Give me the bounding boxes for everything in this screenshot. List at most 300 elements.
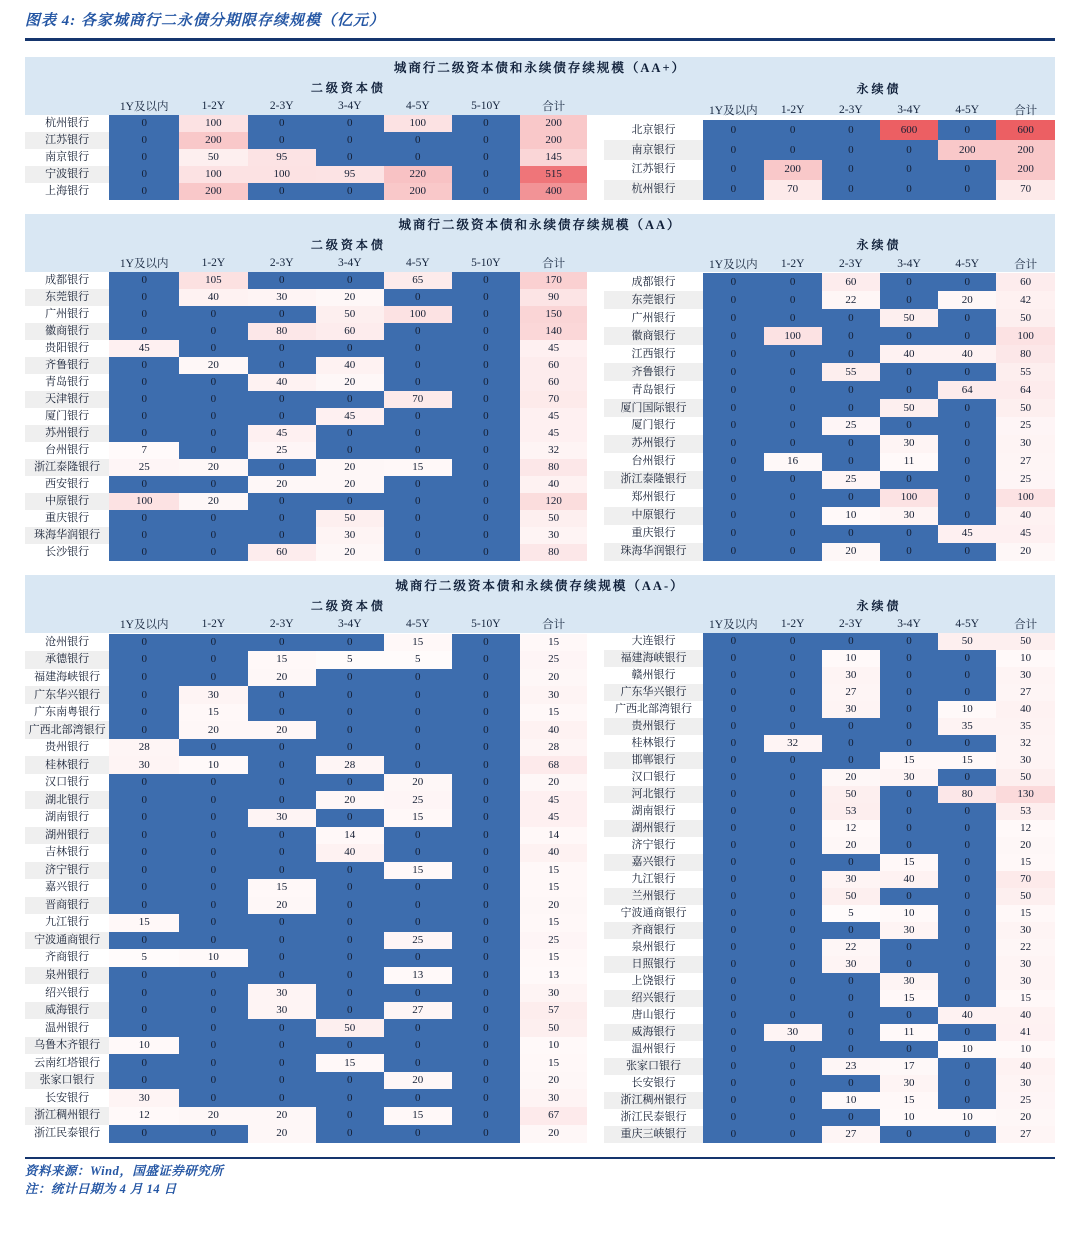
value-cell: 0: [764, 1109, 822, 1126]
value-cell: 15: [520, 879, 588, 897]
corner-cell: [604, 597, 703, 615]
value-cell: 0: [703, 650, 763, 667]
bank-name: 广东南粤银行: [25, 704, 109, 722]
value-cell: 45: [520, 408, 588, 425]
value-cell: 0: [764, 381, 822, 399]
bank-row: [25, 115, 587, 132]
value-cell: 20: [520, 669, 588, 687]
value-cell: 0: [179, 879, 248, 897]
value-cell: 30: [822, 667, 880, 684]
bank-name: 福建海峡银行: [604, 650, 703, 667]
value-cell: 0: [316, 879, 384, 897]
bank-row: [25, 914, 587, 932]
value-cell: 0: [764, 956, 822, 973]
bank-row: [25, 1072, 587, 1090]
value-cell: 0: [248, 774, 316, 792]
value-cell: 0: [179, 1054, 248, 1072]
bank-row: [604, 820, 1055, 837]
value-cell: 0: [452, 115, 520, 132]
bank-name: 广东华兴银行: [604, 684, 703, 701]
column-header: 合计: [1014, 258, 1038, 271]
value-cell: 0: [938, 973, 996, 990]
bank-name: 温州银行: [604, 1041, 703, 1058]
value-cell: 20: [179, 493, 248, 510]
value-cell: 45: [248, 425, 316, 442]
value-cell: 0: [938, 507, 996, 525]
value-cell: 50: [996, 399, 1055, 417]
column-header: 3-4Y: [897, 103, 921, 116]
value-cell: 0: [764, 1092, 822, 1109]
value-cell: 0: [384, 1019, 452, 1037]
bank-row: [604, 769, 1055, 786]
value-cell: 0: [703, 752, 763, 769]
value-cell: 30: [179, 686, 248, 704]
value-cell: 0: [703, 973, 763, 990]
value-cell: 0: [248, 844, 316, 862]
value-cell: 10: [179, 949, 248, 967]
bank-row: [25, 651, 587, 669]
value-cell: 0: [880, 701, 938, 718]
value-cell: 20: [520, 897, 588, 915]
bank-row: [25, 132, 587, 149]
value-cell: 64: [996, 381, 1055, 399]
value-cell: 0: [764, 1075, 822, 1092]
value-cell: 25: [822, 471, 880, 489]
value-cell: 200: [179, 183, 248, 200]
footer-rule: [25, 1157, 1055, 1159]
value-cell: 30: [996, 752, 1055, 769]
bank-name: 上饶银行: [604, 973, 703, 990]
value-cell: 0: [109, 132, 179, 149]
bank-row: [25, 340, 587, 357]
bank-row: [25, 166, 587, 183]
bank-row: [604, 525, 1055, 543]
bank-row: [25, 510, 587, 527]
value-cell: 0: [764, 399, 822, 417]
value-cell: 0: [452, 1072, 520, 1090]
value-cell: 0: [109, 651, 179, 669]
value-cell: 0: [938, 684, 996, 701]
value-cell: 0: [703, 667, 763, 684]
value-cell: 0: [452, 704, 520, 722]
value-cell: 0: [109, 774, 179, 792]
value-cell: 0: [452, 527, 520, 544]
bank-name: 台州银行: [25, 442, 109, 459]
bank-row: [25, 897, 587, 915]
bank-name: 青岛银行: [25, 374, 109, 391]
value-cell: 0: [703, 803, 763, 820]
bank-name: 徽商银行: [604, 327, 703, 345]
bank-row: [604, 453, 1055, 471]
bank-name: 湖州银行: [604, 820, 703, 837]
value-cell: 5: [822, 905, 880, 922]
value-cell: 0: [764, 525, 822, 543]
value-cell: 0: [248, 704, 316, 722]
value-cell: 45: [109, 340, 179, 357]
value-cell: 20: [938, 291, 996, 309]
value-cell: 40: [996, 1058, 1055, 1075]
value-cell: 0: [703, 888, 763, 905]
bank-name: 厦门银行: [25, 408, 109, 425]
value-cell: 0: [316, 984, 384, 1002]
value-cell: 0: [109, 289, 179, 306]
value-cell: 95: [316, 166, 384, 183]
bank-row: [604, 543, 1055, 561]
value-cell: 15: [520, 704, 588, 722]
value-cell: 0: [384, 476, 452, 493]
value-cell: 0: [703, 345, 763, 363]
value-cell: 30: [822, 701, 880, 718]
value-cell: 0: [179, 739, 248, 757]
bank-name: 唐山银行: [604, 1007, 703, 1024]
value-cell: 0: [109, 897, 179, 915]
value-cell: 30: [520, 686, 588, 704]
value-cell: 0: [938, 471, 996, 489]
bank-row: [604, 1024, 1055, 1041]
value-cell: 0: [880, 160, 938, 180]
bank-name: 郑州银行: [604, 489, 703, 507]
value-cell: 200: [179, 132, 248, 149]
value-cell: 30: [880, 1075, 938, 1092]
value-cell: 0: [764, 1041, 822, 1058]
column-header: 4-5Y: [955, 617, 980, 630]
value-cell: 0: [179, 827, 248, 845]
column-header: 2-3Y: [839, 103, 863, 116]
column-header: 3-4Y: [897, 257, 921, 270]
value-cell: 0: [452, 132, 520, 149]
value-cell: 0: [452, 149, 520, 166]
value-cell: 0: [764, 752, 822, 769]
value-cell: 0: [822, 180, 880, 200]
value-cell: 0: [822, 718, 880, 735]
value-cell: 30: [109, 1089, 179, 1107]
value-cell: 50: [996, 769, 1055, 786]
rating-section: [25, 57, 1055, 200]
bond-type-caption: 二级资本债: [310, 599, 386, 614]
value-cell: 60: [822, 273, 880, 291]
bank-row: [25, 408, 587, 425]
value-cell: 140: [520, 323, 588, 340]
value-cell: 20: [179, 357, 248, 374]
bank-row: [604, 871, 1055, 888]
value-cell: 0: [452, 442, 520, 459]
value-cell: 0: [452, 651, 520, 669]
bank-row: [604, 273, 1055, 291]
bank-name: 承德银行: [25, 651, 109, 669]
value-cell: 0: [248, 932, 316, 950]
value-cell: 15: [520, 914, 588, 932]
value-cell: 15: [384, 862, 452, 880]
value-cell: 0: [452, 357, 520, 374]
value-cell: 0: [248, 132, 316, 149]
value-cell: 0: [703, 820, 763, 837]
value-cell: 0: [703, 956, 763, 973]
column-header: 1Y及以内: [119, 619, 169, 632]
value-cell: 0: [179, 408, 248, 425]
value-cell: 0: [452, 984, 520, 1002]
value-cell: 0: [703, 633, 763, 650]
value-cell: 0: [764, 973, 822, 990]
value-cell: 22: [822, 939, 880, 956]
value-cell: 0: [248, 967, 316, 985]
value-cell: 30: [822, 871, 880, 888]
value-cell: 20: [179, 459, 248, 476]
value-cell: 10: [938, 1041, 996, 1058]
value-cell: 20: [316, 476, 384, 493]
bank-name: 桂林银行: [25, 756, 109, 774]
figure-title: 图表 4: 各家城商行二永债分期限存续规模（亿元）: [25, 13, 385, 29]
value-cell: 0: [179, 791, 248, 809]
value-cell: 0: [822, 399, 880, 417]
column-header: 1-2Y: [780, 257, 805, 270]
value-cell: 0: [179, 391, 248, 408]
value-cell: 40: [520, 844, 588, 862]
value-cell: 0: [316, 704, 384, 722]
bank-name: 浙江稠州银行: [25, 1107, 109, 1125]
value-cell: 50: [880, 309, 938, 327]
value-cell: 20: [996, 837, 1055, 854]
value-cell: 0: [109, 166, 179, 183]
value-cell: 0: [938, 956, 996, 973]
bank-name: 台州银行: [604, 453, 703, 471]
value-cell: 0: [938, 399, 996, 417]
value-cell: 0: [880, 718, 938, 735]
value-cell: 15: [109, 914, 179, 932]
value-cell: 0: [703, 1007, 763, 1024]
bank-name: 厦门银行: [604, 417, 703, 435]
value-cell: 0: [452, 166, 520, 183]
value-cell: 0: [316, 1002, 384, 1020]
value-cell: 15: [384, 634, 452, 652]
value-cell: 15: [938, 752, 996, 769]
bank-row: [604, 667, 1055, 684]
value-cell: 22: [822, 291, 880, 309]
bank-name: 张家口银行: [604, 1058, 703, 1075]
value-cell: 0: [703, 291, 763, 309]
value-cell: 50: [520, 510, 588, 527]
value-cell: 0: [248, 272, 316, 289]
value-cell: 0: [938, 120, 996, 140]
value-cell: 0: [703, 1126, 763, 1143]
value-cell: 0: [822, 140, 880, 160]
value-cell: 0: [938, 905, 996, 922]
section-tables: [25, 236, 1055, 561]
bank-name: 云南红塔银行: [25, 1054, 109, 1072]
value-cell: 0: [316, 897, 384, 915]
value-cell: 0: [452, 756, 520, 774]
bank-name: 湖南银行: [25, 809, 109, 827]
bank-name: 大连银行: [604, 633, 703, 650]
value-cell: 0: [764, 888, 822, 905]
bank-name: 浙江稠州银行: [604, 1092, 703, 1109]
value-cell: 0: [109, 704, 179, 722]
value-cell: 15: [520, 862, 588, 880]
bank-row: [25, 493, 587, 510]
bank-name: 长沙银行: [25, 544, 109, 561]
value-cell: 0: [384, 669, 452, 687]
value-cell: 0: [703, 507, 763, 525]
value-cell: 0: [703, 837, 763, 854]
value-cell: 0: [703, 180, 763, 200]
note-line: 注：统计日期为 4 月 14 日: [25, 1181, 177, 1196]
value-cell: 65: [384, 272, 452, 289]
value-cell: 0: [822, 1075, 880, 1092]
value-cell: 0: [452, 862, 520, 880]
value-cell: 0: [938, 1126, 996, 1143]
value-cell: 50: [996, 633, 1055, 650]
bank-name: 上海银行: [25, 183, 109, 200]
value-cell: 30: [822, 956, 880, 973]
bank-row: [604, 399, 1055, 417]
value-cell: 50: [179, 149, 248, 166]
value-cell: 0: [316, 686, 384, 704]
value-cell: 45: [996, 525, 1055, 543]
value-cell: 0: [703, 1058, 763, 1075]
corner-cell: [604, 254, 703, 273]
bank-name: 湖北银行: [25, 791, 109, 809]
value-cell: 0: [179, 914, 248, 932]
value-cell: 0: [938, 327, 996, 345]
value-cell: 0: [822, 633, 880, 650]
value-cell: 0: [452, 809, 520, 827]
value-cell: 0: [452, 306, 520, 323]
bank-row: [25, 306, 587, 323]
value-cell: 10: [179, 756, 248, 774]
bank-row: [604, 973, 1055, 990]
value-cell: 20: [248, 669, 316, 687]
bank-row: [604, 888, 1055, 905]
value-cell: 0: [384, 149, 452, 166]
value-cell: 100: [384, 115, 452, 132]
value-cell: 20: [248, 897, 316, 915]
value-cell: 27: [996, 684, 1055, 701]
bank-row: [604, 471, 1055, 489]
tier2-bond-table: [25, 236, 587, 561]
value-cell: 0: [179, 809, 248, 827]
bank-row: [25, 686, 587, 704]
value-cell: 27: [822, 684, 880, 701]
value-cell: 220: [384, 166, 452, 183]
value-cell: 0: [703, 1041, 763, 1058]
value-cell: 0: [703, 769, 763, 786]
value-cell: 0: [452, 1019, 520, 1037]
value-cell: 42: [996, 291, 1055, 309]
value-cell: 0: [248, 510, 316, 527]
value-cell: 0: [384, 1037, 452, 1055]
bank-row: [25, 634, 587, 652]
bank-name: 绍兴银行: [25, 984, 109, 1002]
value-cell: 30: [880, 769, 938, 786]
value-cell: 0: [316, 442, 384, 459]
bank-row: [604, 803, 1055, 820]
column-header: 2-3Y: [269, 256, 294, 269]
value-cell: 0: [452, 844, 520, 862]
value-cell: 0: [703, 525, 763, 543]
column-header: 1-2Y: [201, 618, 226, 631]
bond-type-caption: 永续债: [856, 238, 902, 253]
bank-row: [25, 984, 587, 1002]
title-rule: [25, 38, 1055, 41]
value-cell: 40: [316, 357, 384, 374]
value-cell: 0: [179, 425, 248, 442]
value-cell: 0: [703, 735, 763, 752]
corner-cell: [604, 79, 703, 100]
column-header: 5-10Y: [471, 99, 501, 112]
value-cell: 10: [938, 1109, 996, 1126]
column-header: 4-5Y: [405, 618, 430, 631]
value-cell: 0: [938, 888, 996, 905]
value-cell: 0: [938, 803, 996, 820]
value-cell: 0: [880, 1041, 938, 1058]
bank-name: 广东华兴银行: [25, 686, 109, 704]
column-header: 1Y及以内: [119, 100, 169, 113]
bank-row: [25, 1107, 587, 1125]
bank-name: 广州银行: [25, 306, 109, 323]
value-cell: 0: [452, 408, 520, 425]
bank-name: 成都银行: [25, 272, 109, 289]
value-cell: 0: [764, 820, 822, 837]
bank-name: 绍兴银行: [604, 990, 703, 1007]
column-header: 1Y及以内: [709, 104, 758, 117]
value-cell: 0: [384, 949, 452, 967]
value-cell: 10: [109, 1037, 179, 1055]
value-cell: 0: [764, 140, 822, 160]
value-cell: 515: [520, 166, 588, 183]
value-cell: 0: [179, 984, 248, 1002]
bank-row: [604, 905, 1055, 922]
value-cell: 32: [520, 442, 588, 459]
value-cell: 0: [384, 1054, 452, 1072]
value-cell: 0: [703, 273, 763, 291]
value-cell: 0: [452, 686, 520, 704]
value-cell: 0: [452, 323, 520, 340]
value-cell: 0: [248, 862, 316, 880]
bank-row: [604, 1075, 1055, 1092]
value-cell: 0: [452, 476, 520, 493]
value-cell: 0: [109, 408, 179, 425]
bank-name: 嘉兴银行: [25, 879, 109, 897]
value-cell: 0: [703, 939, 763, 956]
bank-row: [25, 1037, 587, 1055]
value-cell: 0: [880, 417, 938, 435]
value-cell: 0: [109, 323, 179, 340]
column-header: 3-4Y: [897, 617, 921, 630]
value-cell: 0: [248, 493, 316, 510]
value-cell: 0: [938, 435, 996, 453]
bank-name: 南京银行: [25, 149, 109, 166]
value-cell: 70: [520, 391, 588, 408]
value-cell: 200: [996, 160, 1055, 180]
value-cell: 90: [520, 289, 588, 306]
value-cell: 0: [384, 844, 452, 862]
value-cell: 32: [996, 735, 1055, 752]
value-cell: 0: [764, 837, 822, 854]
value-cell: 0: [316, 949, 384, 967]
value-cell: 0: [880, 888, 938, 905]
value-cell: 60: [520, 374, 588, 391]
value-cell: 0: [316, 932, 384, 950]
value-cell: 0: [316, 774, 384, 792]
value-cell: 0: [822, 453, 880, 471]
column-header: 1-2Y: [201, 99, 226, 112]
value-cell: 0: [316, 1125, 384, 1143]
value-cell: 50: [520, 1019, 588, 1037]
value-cell: 0: [764, 990, 822, 1007]
value-cell: 30: [764, 1024, 822, 1041]
column-header: 1Y及以内: [119, 257, 169, 270]
value-cell: 28: [316, 756, 384, 774]
value-cell: 0: [452, 391, 520, 408]
